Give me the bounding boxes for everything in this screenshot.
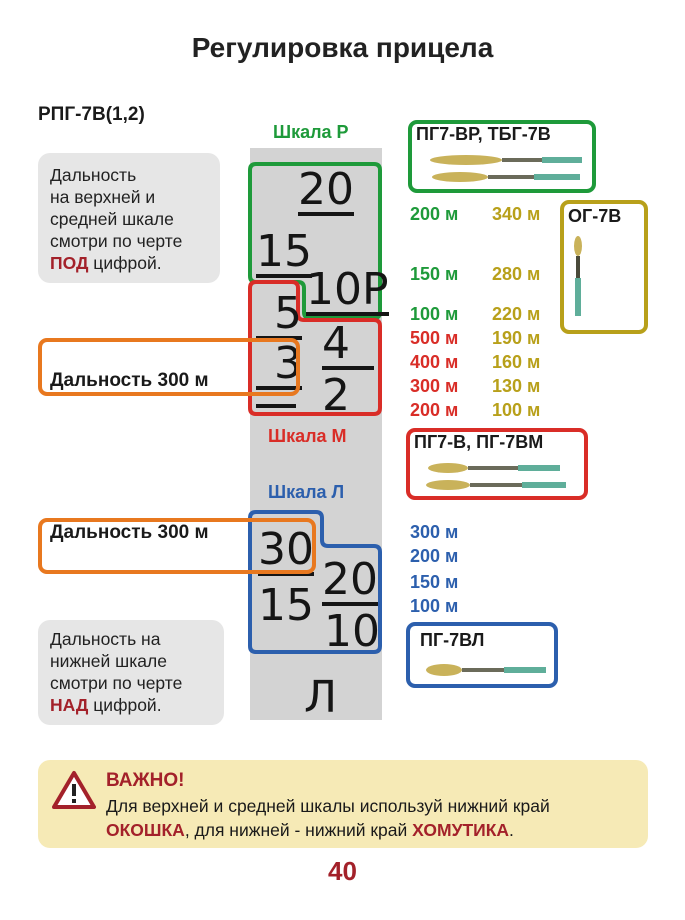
distance-green-2: 150 м <box>410 264 459 284</box>
ammo-og7v-title: ОГ-7В <box>568 206 622 226</box>
scale-l-30: 30 <box>258 524 314 575</box>
rocket-grenade-icon <box>418 660 552 680</box>
distance-olive-5: 160 м <box>492 352 541 372</box>
weapon-model: РПГ-7В(1,2) <box>38 104 145 125</box>
note-bottom: Дальность на нижней шкале смотри по черте НАД цифрой. <box>50 629 183 715</box>
distance-olive-7: 100 м <box>492 400 541 420</box>
range-callout-top: Дальность 300 м <box>50 370 209 391</box>
note-top: Дальность на верхней и средней шкале смотри по черте ПОД цифрой. <box>50 165 183 273</box>
ammo-pg7vl-title: ПГ-7ВЛ <box>420 630 485 650</box>
scale-m-2: 2 <box>322 370 350 421</box>
distance-red-2: 400 м <box>410 352 459 372</box>
distance-blue-2: 200 м <box>410 546 459 566</box>
warning-title: ВАЖНО! <box>106 770 185 791</box>
warning-text: Для верхней и средней шкалы используй нижний край ОКОШКА, для нижней - нижний край ХОМУТИКА. <box>106 796 550 840</box>
note-bottom-emphasis: НАД <box>50 695 89 715</box>
scale-m-3: 3 <box>274 338 302 389</box>
scale-l-label: Шкала Л <box>268 482 345 502</box>
distance-green-1: 200 м <box>410 204 459 224</box>
scale-l-15: 15 <box>258 580 314 631</box>
rocket-grenade-icon <box>416 150 586 184</box>
page-number: 40 <box>328 856 357 886</box>
scale-bottom-letter: Л <box>304 672 338 723</box>
scale-m-5: 5 <box>274 288 302 339</box>
note-top-emphasis: ПОД <box>50 253 89 273</box>
distance-red-1: 500 м <box>410 328 459 348</box>
scale-m-label: Шкала М <box>268 426 347 446</box>
distance-blue-1: 300 м <box>410 522 459 542</box>
distance-red-4: 200 м <box>410 400 459 420</box>
scale-p-20: 20 <box>298 164 354 215</box>
distance-olive-4: 190 м <box>492 328 541 348</box>
ammo-pg7v-title: ПГ7-В, ПГ-7ВМ <box>414 432 544 452</box>
page-title: Регулировка прицела <box>191 32 494 63</box>
distance-red-3: 300 м <box>410 376 459 396</box>
distance-olive-2: 280 м <box>492 264 541 284</box>
rocket-grenade-icon <box>570 234 586 320</box>
scale-p-label: Шкала Р <box>273 122 349 142</box>
distance-olive-6: 130 м <box>492 376 541 396</box>
scale-l-20: 20 <box>322 554 378 605</box>
range-callout-bottom: Дальность 300 м <box>50 522 209 543</box>
ammo-pg7vr-title: ПГ7-ВР, ТБГ-7В <box>416 124 551 144</box>
warning-triangle-icon <box>52 770 96 810</box>
distance-olive-3: 220 м <box>492 304 541 324</box>
rocket-grenade-icon <box>414 458 580 494</box>
warning-emphasis-window: ОКОШКА <box>106 820 185 840</box>
distance-olive-1: 340 м <box>492 204 541 224</box>
distance-blue-4: 100 м <box>410 596 459 616</box>
scale-p-15: 15 <box>256 226 312 277</box>
scale-m-bottom-tick <box>256 404 296 408</box>
distance-green-3: 100 м <box>410 304 459 324</box>
warning-emphasis-clamp: ХОМУТИКА <box>412 820 510 840</box>
distance-blue-3: 150 м <box>410 572 459 592</box>
scale-l-10: 10 <box>324 606 380 657</box>
scale-p-10p: 10Р <box>306 264 389 315</box>
scale-m-4: 4 <box>322 322 374 370</box>
